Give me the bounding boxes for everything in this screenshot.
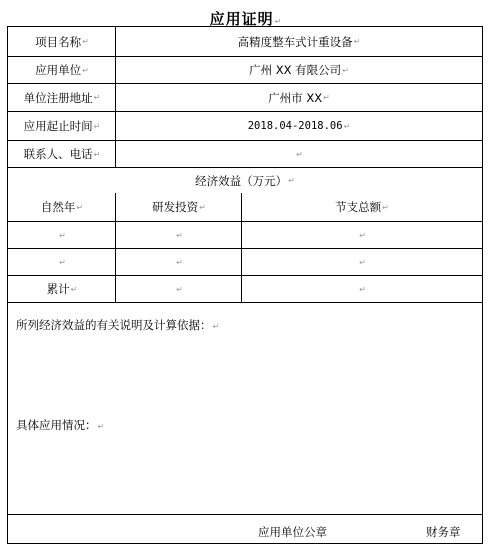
unit-seal-label: 应用单位公章 [258, 525, 327, 539]
application-period-value: 2018.04-2018.06 [247, 120, 343, 132]
table-row: ↵ ↵ ↵ [8, 248, 482, 275]
registered-address-value: 广州市 XX [268, 90, 323, 105]
economic-benefit-heading-row: 经济效益（万元） ↵ [8, 167, 482, 193]
signature-area [8, 514, 482, 544]
application-unit-value: 广州 XX 有限公司 [249, 63, 342, 77]
col-header-rd-investment: 研发投资 [152, 200, 199, 214]
economic-benefit-heading: 经济效益（万元） [195, 173, 288, 188]
project-name-label: 项目名称 [35, 34, 82, 49]
certificate-table [7, 26, 483, 544]
info-row-contact: 联系人、电话 ↵ ↵ [8, 140, 482, 167]
contact-label: 联系人、电话 [23, 147, 93, 161]
info-row-application-period: 应用起止时间 ↵ 2018.04-2018.06 ↵ [8, 111, 482, 140]
col-header-savings-total: 节支总额 [335, 200, 382, 214]
application-period-label: 应用起止时间 [23, 119, 93, 133]
table-row: ↵ ↵ ↵ [8, 221, 482, 248]
registered-address-label: 单位注册地址 [23, 90, 93, 105]
finance-seal-label: 财务章 [426, 525, 461, 539]
economic-benefit-header-row: 自然年 ↵ 研发投资 ↵ 节支总额 ↵ [8, 193, 482, 221]
application-detail-label: 具体应用情况： [16, 418, 97, 432]
info-row-registered-address: 单位注册地址 ↵ 广州市 XX ↵ [8, 83, 482, 111]
info-row-application-unit: 应用单位 ↵ 广州 XX 有限公司 ↵ [8, 56, 482, 83]
application-unit-label: 应用单位 [35, 63, 82, 77]
table-row-total: 累计 ↵ ↵ ↵ [8, 275, 482, 302]
document-title: 应用证明↵ [209, 10, 283, 28]
info-row-project-name: 项目名称 ↵ 高精度整车式计重设备 ↵ [8, 27, 482, 56]
total-label: 累计 [46, 282, 70, 296]
calc-basis-label: 所列经济效益的有关说明及计算依据： [16, 318, 212, 332]
col-header-year: 自然年 [40, 200, 76, 214]
project-name-value: 高精度整车式计重设备 [237, 34, 353, 49]
notes-area: 所列经济效益的有关说明及计算依据：↵ 具体应用情况：↵ [8, 302, 482, 514]
